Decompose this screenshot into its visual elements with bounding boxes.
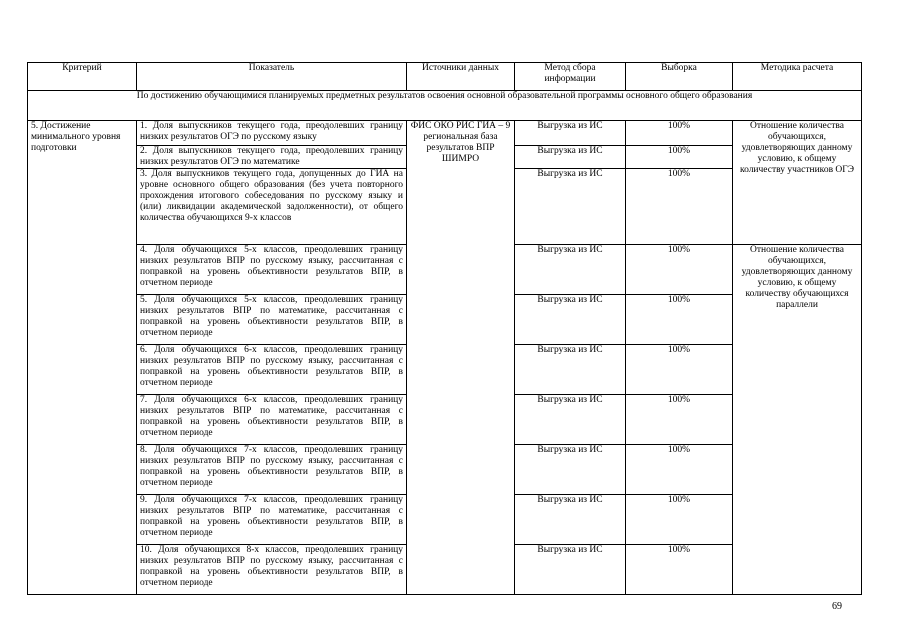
method-cell: Выгрузка из ИС xyxy=(515,146,626,169)
method-cell: Выгрузка из ИС xyxy=(515,169,626,245)
sample-cell: 100% xyxy=(626,345,733,395)
sample-cell: 100% xyxy=(626,495,733,545)
indicator-cell: 6. Доля обучающихся 6-х классов, преодолевших границу низких результатов ВПР по русскому языку, рассчитанная с поправкой на уровень объективности результатов ВПР, в отчетном периоде xyxy=(137,345,407,395)
sample-cell: 100% xyxy=(626,121,733,146)
indicator-cell: 5. Доля обучающихся 5-х классов, преодолевших границу низких результатов ВПР по математике, рассчитанная с поправкой на уровень объективности результатов ВПР, в отчетном периоде xyxy=(137,295,407,345)
section-row xyxy=(28,91,862,121)
sample-cell: 100% xyxy=(626,169,733,245)
criterion-cell: 5. Достижение минимального уровня подготовки xyxy=(28,121,137,595)
criteria-table xyxy=(27,62,862,595)
sources-cell: ФИС ОКО РИС ГИА – 9 региональная база результатов ВПР ШИМРО xyxy=(407,121,515,595)
page-number: 69 xyxy=(832,601,842,612)
sample-cell: 100% xyxy=(626,395,733,445)
header-sources: Источники данных xyxy=(407,63,515,91)
indicator-cell: 10. Доля обучающихся 8-х классов, преодолевших границу низких результатов ВПР по русскому языку, рассчитанная с поправкой на уровень объективности результатов ВПР, в отчетном периоде xyxy=(137,545,407,595)
header-calc: Методика расчета xyxy=(733,63,862,91)
indicator-cell: 2. Доля выпускников текущего года, преодолевших границу низких результатов ОГЭ по математике xyxy=(137,146,407,169)
sample-cell: 100% xyxy=(626,245,733,295)
method-cell: Выгрузка из ИС xyxy=(515,545,626,595)
indicator-cell: 7. Доля обучающихся 6-х классов, преодолевших границу низких результатов ВПР по математике, рассчитанная с поправкой на уровень объективности результатов ВПР, в отчетном периоде xyxy=(137,395,407,445)
calc-cell-1: Отношение количества обучающихся, удовлетворяющих данному условию, к общему количеству участников ОГЭ xyxy=(733,121,862,245)
header-indicator: Показатель xyxy=(137,63,407,91)
method-cell: Выгрузка из ИС xyxy=(515,395,626,445)
table-row xyxy=(28,121,862,146)
calc-cell-2: Отношение количества обучающихся, удовлетворяющих данному условию, к общему количеству обучающихся параллели xyxy=(733,245,862,595)
method-cell: Выгрузка из ИС xyxy=(515,495,626,545)
indicator-cell: 9. Доля обучающихся 7-х классов, преодолевших границу низких результатов ВПР по математике, рассчитанная с поправкой на уровень объективности результатов ВПР, в отчетном периоде xyxy=(137,495,407,545)
sample-cell: 100% xyxy=(626,545,733,595)
indicator-cell: 8. Доля обучающихся 7-х классов, преодолевших границу низких результатов ВПР по русскому языку, рассчитанная с поправкой на уровень объективности результатов ВПР, в отчетном периоде xyxy=(137,445,407,495)
section-title: По достижению обучающимися планируемых предметных результатов освоения основной образовательной программы основного общего образования xyxy=(28,91,862,121)
method-cell: Выгрузка из ИС xyxy=(515,345,626,395)
indicator-cell: 4. Доля обучающихся 5-х классов, преодолевших границу низких результатов ВПР по русскому языку, рассчитанная с поправкой на уровень объективности результатов ВПР, в отчетном периоде xyxy=(137,245,407,295)
method-cell: Выгрузка из ИС xyxy=(515,121,626,146)
header-criterion: Критерий xyxy=(28,63,137,91)
header-sample: Выборка xyxy=(626,63,733,91)
sample-cell: 100% xyxy=(626,295,733,345)
sample-cell: 100% xyxy=(626,445,733,495)
indicator-cell: 3. Доля выпускников текущего года, допущенных до ГИА на уровне основного общего образования (без учета повторного прохождения итогового собеседования по русскому языку и (или) ликвидации академической задолженности), от общего количества обучающихся 9-х классов xyxy=(137,169,407,245)
method-cell: Выгрузка из ИС xyxy=(515,295,626,345)
header-method: Метод сбора информации xyxy=(515,63,626,91)
header-row xyxy=(28,63,862,91)
method-cell: Выгрузка из ИС xyxy=(515,245,626,295)
sample-cell: 100% xyxy=(626,146,733,169)
indicator-cell: 1. Доля выпускников текущего года, преодолевших границу низких результатов ОГЭ по русскому языку xyxy=(137,121,407,146)
method-cell: Выгрузка из ИС xyxy=(515,445,626,495)
